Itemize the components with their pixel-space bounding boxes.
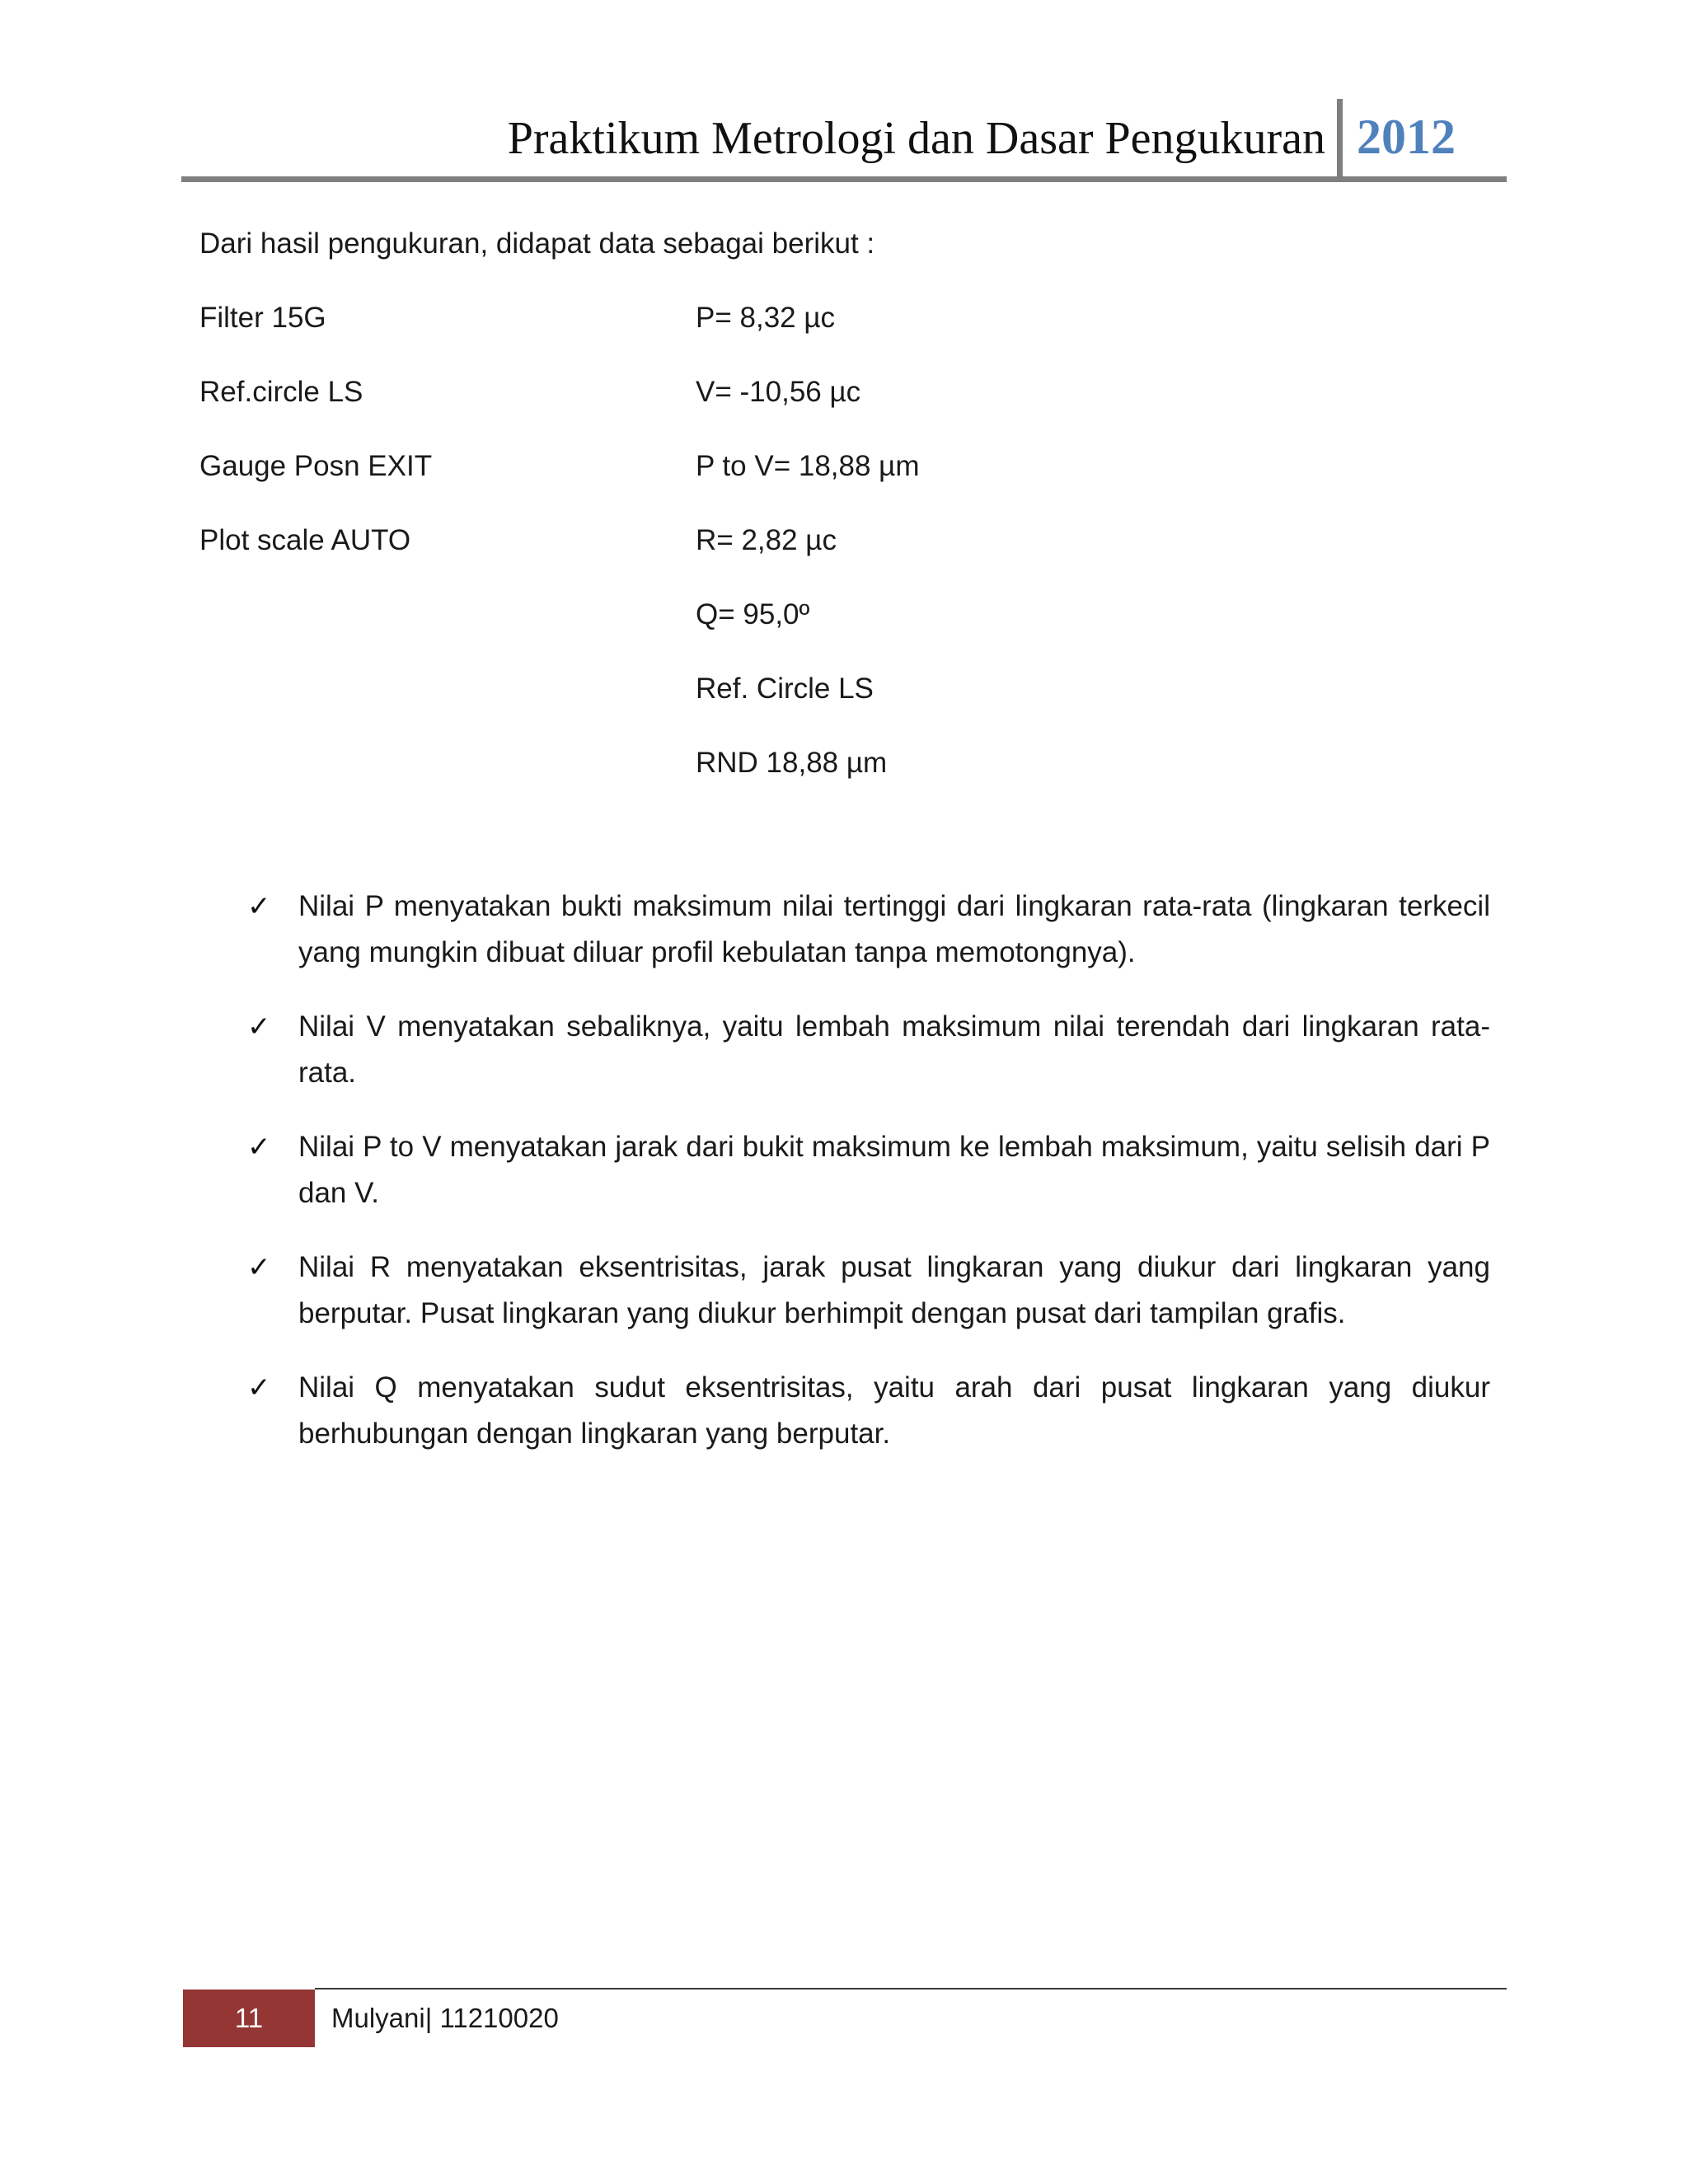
page-header [181, 99, 1507, 181]
checklist-item [247, 1365, 1490, 1457]
footer-author: Mulyani| 11210020 [331, 2003, 559, 2033]
data-value: Ref. Circle LS [696, 673, 874, 705]
checklist-text: Nilai Q menyatakan sudut eksentrisitas, yaitu arah dari pusat lingkaran yang diukur berhubungan dengan lingkaran yang berputar. [298, 1371, 1490, 1450]
checkmark-icon: ✓ [247, 1131, 271, 1164]
data-label: Filter 15G [199, 302, 326, 334]
header-year: 2012 [1357, 110, 1456, 164]
header-rule [181, 176, 1507, 182]
checklist-text: Nilai V menyatakan sebaliknya, yaitu lembah maksimum nilai terendah dari lingkaran rata-rata. [298, 1010, 1490, 1089]
checklist-item [247, 1004, 1490, 1096]
checklist-item [247, 1244, 1490, 1337]
data-value: V= -10,56 µc [696, 376, 861, 408]
data-label: Plot scale AUTO [199, 524, 411, 556]
checklist-item [247, 883, 1490, 976]
data-value: RND 18,88 µm [696, 747, 888, 779]
checkmark-icon: ✓ [247, 890, 271, 923]
data-value: Q= 95,0º [696, 598, 810, 630]
header-title: Praktikum Metrologi dan Dasar Pengukuran [507, 113, 1325, 164]
data-value: R= 2,82 µc [696, 524, 837, 556]
data-value: P= 8,32 µc [696, 302, 836, 334]
checkmark-icon: ✓ [247, 1371, 271, 1404]
checkmark-icon: ✓ [247, 1010, 271, 1043]
data-label: Ref.circle LS [199, 376, 363, 408]
data-value: P to V= 18,88 µm [696, 450, 920, 482]
checklist-item [247, 1124, 1490, 1216]
header-separator [1337, 99, 1343, 180]
data-label: Gauge Posn EXIT [199, 450, 433, 482]
page-number: 11 [183, 1990, 315, 2047]
checklist-text: Nilai P menyatakan bukti maksimum nilai tertinggi dari lingkaran rata-rata (lingkaran terkecil yang mungkin dibuat diluar profil kebulatan tanpa memotongnya). [298, 890, 1490, 968]
intro-paragraph: Dari hasil pengukuran, didapat data sebagai berikut : [199, 227, 875, 260]
checkmark-icon: ✓ [247, 1251, 271, 1284]
checklist-text: Nilai R menyatakan eksentrisitas, jarak pusat lingkaran yang diukur dari lingkaran yang berputar. Pusat lingkaran yang diukur berhimpit dengan pusat dari tampilan grafis. [298, 1251, 1490, 1329]
checklist [247, 883, 1490, 1485]
checklist-text: Nilai P to V menyatakan jarak dari bukit maksimum ke lembah maksimum, yaitu selisih dari P dan V. [298, 1131, 1490, 1209]
